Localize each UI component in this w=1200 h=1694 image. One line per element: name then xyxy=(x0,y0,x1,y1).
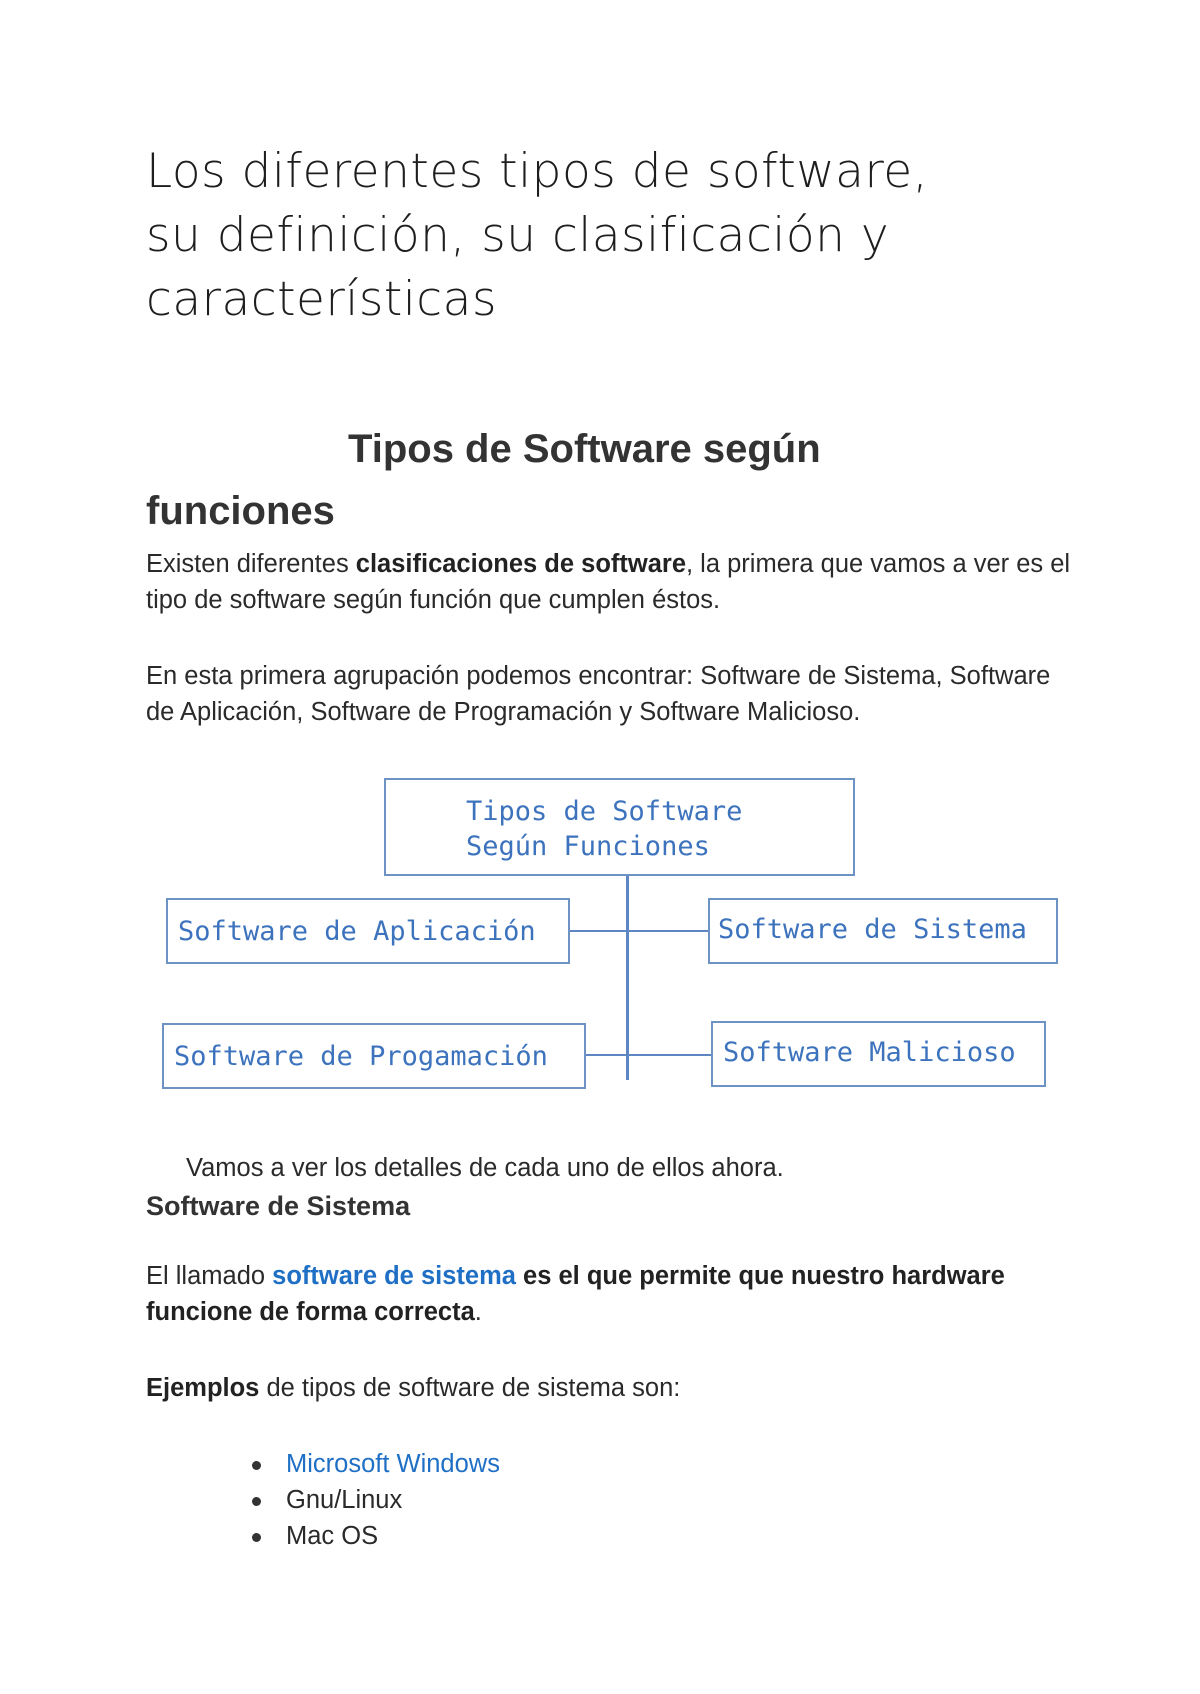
system-software-link[interactable]: software de sistema xyxy=(272,1262,516,1290)
diagram-root-box xyxy=(384,778,855,876)
diagram-box-programming: Software de Progamación xyxy=(162,1023,586,1089)
intro-text-2: , la primera que vamos a ver es el tipo de software según función que cumplen éstos. xyxy=(146,550,1071,614)
system-software-heading: Software de Sistema xyxy=(146,1191,411,1221)
definition-bold-text: es el que permite que nuestro hardware funcione de forma correcta xyxy=(146,1262,1005,1326)
software-types-diagram xyxy=(150,770,1070,1100)
title-line-1: Los diferentes tipos de software, xyxy=(146,144,929,199)
bullet-icon xyxy=(252,1497,261,1506)
system-software-definition xyxy=(146,1258,1076,1330)
intro-bold-text: clasificaciones de software xyxy=(355,550,687,578)
diagram-box-application: Software de Aplicación xyxy=(166,898,570,964)
title-line-2: su definición, su clasificación y xyxy=(146,208,890,263)
examples-paragraph xyxy=(146,1370,1076,1406)
diagram-root-line-2: Según Funciones xyxy=(466,831,710,862)
intro-text-1: Existen diferentes xyxy=(146,550,356,578)
diagram-root-line-1: Tipos de Software xyxy=(466,796,743,827)
intro-paragraph xyxy=(146,546,1076,618)
connector-system xyxy=(628,930,708,932)
definition-text-2: . xyxy=(474,1298,482,1326)
bullet-icon xyxy=(252,1461,261,1470)
list-item xyxy=(250,1482,500,1518)
section-heading-line-2: funciones xyxy=(146,489,335,533)
connector-app xyxy=(570,930,628,932)
microsoft-windows-link[interactable]: Microsoft Windows xyxy=(286,1450,500,1478)
section-heading xyxy=(146,418,1046,542)
examples-list xyxy=(250,1446,500,1554)
list-item xyxy=(250,1518,500,1554)
connector-programming xyxy=(586,1054,628,1056)
examples-bold-label: Ejemplos xyxy=(146,1374,260,1402)
list-item-text: Gnu/Linux xyxy=(286,1486,403,1514)
diagram-box-malicious: Software Malicioso xyxy=(711,1021,1046,1087)
grouping-paragraph: En esta primera agrupación podemos encontrar: Software de Sistema, Software de Aplicación, Software de Programación y Software Malicioso. xyxy=(146,662,1051,726)
details-intro-paragraph: Vamos a ver los detalles de cada uno de ellos ahora. xyxy=(186,1154,784,1182)
definition-text-1: El llamado xyxy=(146,1262,273,1290)
bullet-icon xyxy=(252,1533,261,1542)
connector-malicious xyxy=(628,1054,711,1056)
list-item xyxy=(250,1446,500,1482)
list-item-text: Mac OS xyxy=(286,1522,379,1550)
section-heading-line-1: Tipos de Software según xyxy=(348,427,821,471)
examples-text: de tipos de software de sistema son: xyxy=(259,1374,681,1402)
connector-vertical xyxy=(626,876,629,1080)
diagram-box-system: Software de Sistema xyxy=(708,898,1058,964)
document-title xyxy=(146,140,1086,332)
title-line-3: características xyxy=(146,272,497,327)
